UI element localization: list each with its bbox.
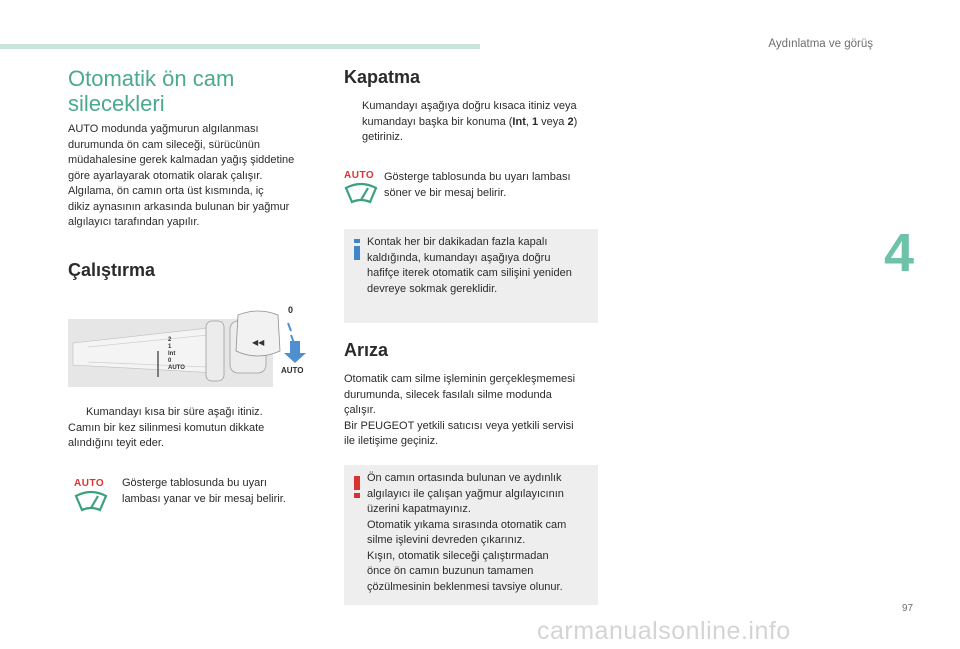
fault-heading: Arıza <box>344 340 389 360</box>
info-box: Kontak her bir dakikadan fazla kapalı kaldığında, kumandayı aşağıya doğru hafifçe iterek otomatik cam silişini yeniden devreye sokmak gereklidir. <box>344 229 598 323</box>
wiper-stalk-illustration <box>68 305 318 395</box>
section-title: Aydınlatma ve görüş <box>768 38 873 50</box>
chapter-number: 4 <box>884 223 915 283</box>
stop-step: Kumandayı aşağıya doğru kısaca itiniz veya kumandayı başka bir konuma (Int, 1 veya 2) getiriniz. <box>344 99 604 146</box>
info-icon <box>352 237 362 266</box>
start-indicator-text: Gösterge tablosunda bu uyarı lambası yanar ve bir mesaj belirir. <box>122 477 286 505</box>
stalk-bottom-label: AUTO <box>281 366 304 375</box>
auto-wiper-indicator-icon: AUTO <box>74 478 112 522</box>
auto-wiper-indicator-icon: AUTO <box>344 170 382 214</box>
stop-heading: Kapatma <box>344 67 421 87</box>
page-number: 97 <box>902 603 914 614</box>
stalk-top-label: 0 <box>288 305 294 315</box>
page-title: Otomatik ön cam silecekleri <box>68 66 235 116</box>
stop-indicator-text: Gösterge tablosunda bu uyarı lambası söner ve bir mesaj belirir. <box>384 171 571 199</box>
fault-paragraph: Otomatik cam silme işleminin gerçekleşmemesi durumunda, silecek fasılalı silme modunda çalışır. Bir PEUGEOT yetkili satıcısı veya yetkili servisi ile iletişime geçiniz. <box>344 373 576 447</box>
watermark: carmanualsonline.info <box>537 617 791 645</box>
header-accent-bar <box>0 44 480 49</box>
start-step: Kumandayı kısa bir süre aşağı itiniz. Camın bir kez silinmesi komutun dikkate alındığını teyit eder. <box>68 406 265 449</box>
bullet-arrow-icon <box>344 99 362 146</box>
intro-paragraph: AUTO modunda yağmurun algılanması durumunda ön cam sileceği, sürücünün müdahalesine gerek kalmadan yağış şiddetine göre ayarlayarak otomatik olarak çalışır. Algılama, ön camın orta üst kısmında, iç dikiz aynasının arkasında bulunan bir yağmur algılayıcı tarafından yapılır. <box>68 123 295 228</box>
warning-box: Ön camın ortasında bulunan ve aydınlık algılayıcı ile çalışan yağmur algılayıcının üzerini kapatmayınız. Otomatik yıkama sırasında otomatik cam silme işlevini devreden çıkarınız. Kışın, otomatik sileceği çalıştırmadan önce ön camın buzunun tamamen çözülmesinin beklenmesi tavsiye olunur. <box>344 465 598 605</box>
stalk-position-labels: 2 1 Int 0 AUTO <box>168 337 185 371</box>
svg-text:◀◀: ◀◀ <box>252 338 265 347</box>
warning-icon <box>352 475 362 504</box>
start-heading: Çalıştırma <box>68 260 156 280</box>
bullet-arrow-icon <box>68 405 86 421</box>
